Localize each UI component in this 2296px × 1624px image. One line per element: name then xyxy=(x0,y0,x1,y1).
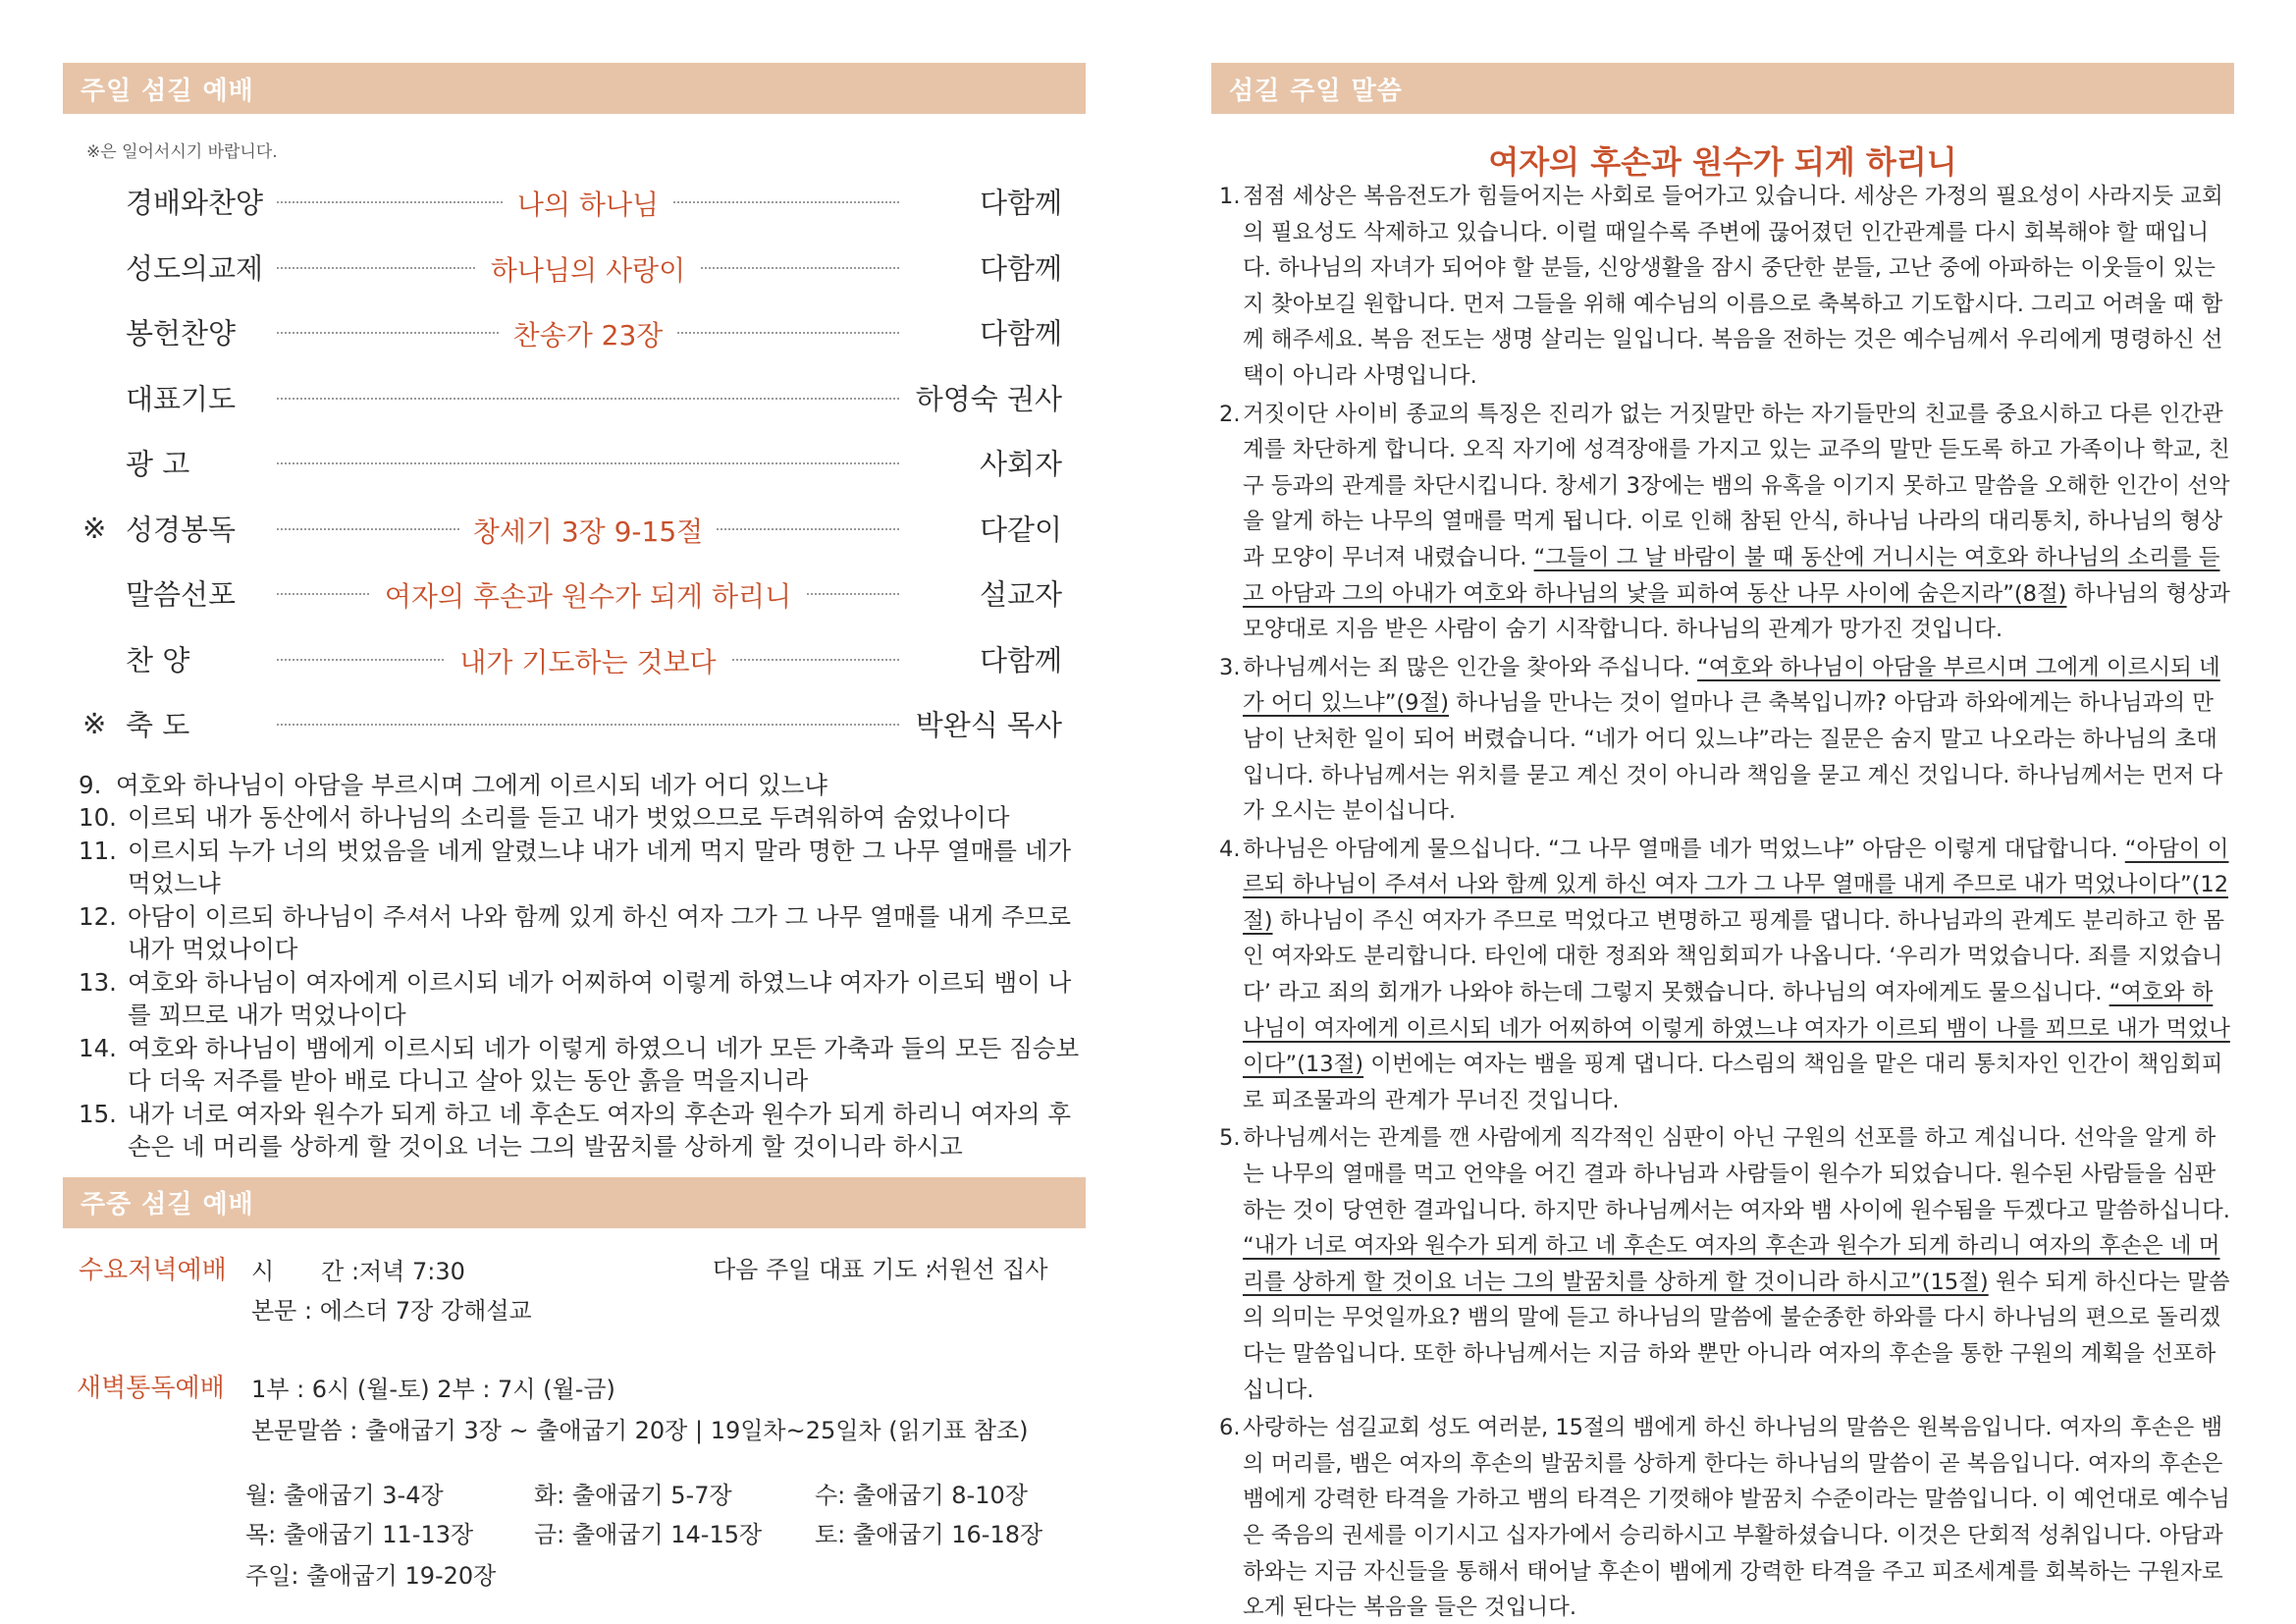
reading-schedule-item: 금: 출애굽기 14-15장 xyxy=(534,1520,763,1548)
order-item-name: 광 고 xyxy=(126,447,190,481)
order-item-credit: 사회자 xyxy=(979,447,1062,481)
verse-number: 11. xyxy=(79,836,117,865)
order-item-credit: 설교자 xyxy=(979,577,1062,612)
wednesday-text: 본문 : 에스더 7장 강해설교 xyxy=(251,1296,532,1325)
reading-schedule-item: 목: 출애굽기 11-13장 xyxy=(245,1520,474,1548)
order-item-name: 말씀선포 xyxy=(126,577,237,612)
stand-mark: ※ xyxy=(82,707,107,741)
reading-schedule-item: 화: 출애굽기 5-7장 xyxy=(534,1481,732,1509)
scripture-quote: “여호와 하나님이 여자에게 이르시되 네가 어찌하여 이렇게 하였느냐 여자가 이르되 뱀이 나를 꾀므로 내가 먹었나이다”(13절) xyxy=(1243,980,2230,1078)
verse xyxy=(79,1032,1086,1098)
sermon-paragraph xyxy=(1211,1410,2234,1624)
verse-text: 여호와 하나님이 아담을 부르시며 그에게 이르시되 네가 어디 있느냐 xyxy=(116,770,828,799)
dotted-leader xyxy=(277,724,899,726)
paragraph-number: 2. xyxy=(1219,401,1241,427)
order-item-credit: 다함께 xyxy=(979,643,1062,677)
order-row xyxy=(63,169,1086,235)
order-item-title: 창세기 3장 9-15절 xyxy=(459,515,717,548)
sunday-service-header: 주일 섬길 예배 xyxy=(63,63,1086,114)
paragraph-text: 하나님이 주신 여자가 주므로 먹었다고 변명하고 핑계를 댑니다. 하나님과의 관계도 분리하고 한 몸인 여자와도 분리합니다. 타인에 대한 정죄와 책임회피가 나옵니다. ‘우리가 먹었습니다. 죄를 지었습니다’ 라고 죄의 회개가 나와야 하는데 그렇지 못했습니다. 하나님의 여자에게도 물으십니다. xyxy=(1243,907,2225,1006)
paragraph-text: 거짓이단 사이비 종교의 특징은 진리가 없는 거짓말만 하는 자기들만의 친교를 중요시하고 다른 인간관계를 차단하게 합니다. 오직 자기에 성격장애를 가지고 있는 교주의 말만 듣도록 하고 가족이나 학교, 친구 등과의 관계를 차단시킵니다. 창세기 3장에는 뱀의 유혹을 이기지 못하고 말씀을 오해한 인간이 선악을 알게 하는 나무의 열매를 먹게 됩니다. 이로 인해 참된 안식, 하나님 나라의 대리통치, 하나님의 형상과 모양이 무너져 내렸습니다. xyxy=(1243,401,2230,570)
verse-text: 이르시되 누가 너의 벗었음을 네게 알렸느냐 내가 네게 먹지 말라 명한 그 나무 열매를 네가 먹었느냐 xyxy=(128,836,1072,897)
order-item-credit: 다함께 xyxy=(979,316,1062,351)
verse-number: 9. xyxy=(79,770,102,799)
order-item-credit: 하영숙 권사 xyxy=(915,382,1062,416)
paragraph-number: 6. xyxy=(1219,1415,1241,1441)
verse-text: 여호와 하나님이 뱀에게 이르시되 네가 이렇게 하였으니 네가 모든 가축과 들의 모든 짐승보다 더욱 저주를 받아 배로 다니고 살아 있는 동안 흙을 먹을지니라 xyxy=(128,1033,1080,1095)
paragraph-text: 점점 세상은 복음전도가 힘들어지는 사회로 들어가고 있습니다. 세상은 가정의 필요성이 사라지듯 교회의 필요성도 삭제하고 있습니다. 이럴 때일수록 주변에 끊어졌던 인간관계를 다시 회복해야 할 때입니다. 하나님의 자녀가 되어야 할 분들, 신앙생활을 잠시 중단한 분들, 고난 중에 아파하는 이웃들이 있는지 찾아보길 원합니다. 먼저 그들을 위해 예수님의 이름으로 축복하고 기도합시다. 그리고 어려울 때 함께 해주세요. 복음 전도는 생명 살리는 일입니다. 복음을 전하는 것은 예수님께서 우리에게 명령하신 선택이 아니라 사명입니다. xyxy=(1243,184,2223,389)
weekday-service-header: 주중 섬길 예배 xyxy=(63,1177,1086,1228)
reading-schedule-item: 주일: 출애굽기 19-20장 xyxy=(245,1561,497,1590)
paragraph-text: 사랑하는 섬길교회 성도 여러분, 15절의 뱀에게 하신 하나님의 말씀은 원복음입니다. 여자의 후손은 뱀의 머리를, 뱀은 여자의 후손의 발꿈치를 상하게 한다는 하나님의 말씀이 곧 복음입니다. 여자의 후손은 뱀에게 강력한 타격을 가하고 뱀의 타격은 기껏해야 발꿈치 수준이라는 말씀입니다. 이 예언대로 예수님은 죽음의 권세를 이기시고 십자가에서 승리하시고 부활하셨습니다. 이것은 단회적 성취입니다. 아담과 하와는 지금 자신들을 통해서 태어날 후손이 뱀에게 강력한 타격을 주고 피조세계를 회복하는 구원자로 오게 된다는 복음을 들은 것입니다. xyxy=(1243,1415,2230,1621)
order-row xyxy=(63,691,1086,757)
dotted-leader xyxy=(277,462,899,464)
next-prayer-label: 다음 주일 대표 기도 : xyxy=(713,1255,934,1283)
paragraph-text: 하나님의 형상과 모양대로 지음 받은 사람이 숨기 시작합니다. 하나님의 관계가 망가진 것입니다. xyxy=(1243,580,2230,643)
paragraph-number: 5. xyxy=(1219,1125,1241,1152)
paragraph-text: 하나님께서는 관계를 깬 사람에게 직각적인 심판이 아닌 구원의 선포를 하고 계십니다. 선악을 알게 하는 나무의 열매를 먹고 언약을 어긴 결과 하나님과 사람들이 원수가 되었습니다. 원수된 사람들을 심판하는 것이 당연한 결과입니다. 하지만 하나님께서는 여자와 뱀 사이에 원수됨을 두겠다고 말씀하십니다. xyxy=(1243,1125,2230,1223)
scripture-verses xyxy=(63,769,1086,1164)
order-item-name: 성경봉독 xyxy=(126,513,237,547)
scripture-quote: “아담이 이르되 하나님이 주셔서 나와 함께 있게 하신 여자 그가 그 나무 열매를 내게 주므로 내가 먹었나이다”(12절) xyxy=(1243,836,2229,934)
verse-text: 이르되 내가 동산에서 하나님의 소리를 듣고 내가 벗었으므로 두려워하여 숨었나이다 xyxy=(128,803,1010,832)
next-prayer-name: 서원선 집사 xyxy=(927,1255,1048,1283)
sermon-paragraph xyxy=(1211,179,2234,395)
verse xyxy=(79,1098,1086,1164)
sermon-paragraph xyxy=(1211,1120,2234,1408)
verse xyxy=(79,966,1086,1032)
verse xyxy=(79,835,1086,900)
order-item-title: 나의 하나님 xyxy=(504,189,672,221)
stand-mark: ※ xyxy=(82,511,107,545)
dawn-text: 본문말씀 : 출애굽기 3장 ~ 출애굽기 20장 | 19일차~25일차 (읽기표 참조) xyxy=(251,1416,1029,1444)
paragraph-number: 3. xyxy=(1219,654,1241,680)
paragraph-text: 하나님을 만나는 것이 얼마나 큰 축복입니까? 아담과 하와에게는 하나님과의 만남이 난처한 일이 되어 버렸습니다. “네가 어디 있느냐”라는 질문은 숨지 말고 나오라는 하나님의 초대입니다. 하나님께서는 위치를 묻고 계신 것이 아니라 책임을 묻고 계신 것입니다. 하나님께서는 먼저 다가 오시는 분이십니다. xyxy=(1243,690,2223,825)
order-row xyxy=(63,626,1086,692)
order-item-credit: 다함께 xyxy=(979,186,1062,220)
sermon-paragraph xyxy=(1211,832,2234,1119)
wednesday-service-label: 수요저녁예배 xyxy=(79,1255,227,1285)
verse-number: 12. xyxy=(79,901,117,931)
reading-schedule-item: 토: 출애굽기 16-18장 xyxy=(815,1520,1043,1548)
paragraph-text: 하나님께서는 죄 많은 인간을 찾아와 주십니다. xyxy=(1243,654,1698,680)
paragraph-text: 하나님은 아담에게 물으십니다. “그 나무 열매를 네가 먹었느냐” 아담은 이렇게 대답합니다. xyxy=(1243,836,2125,862)
wednesday-time: 저녁 7:30 xyxy=(359,1257,465,1285)
left-page xyxy=(63,63,1086,1624)
verse xyxy=(79,900,1086,966)
order-item-credit: 다함께 xyxy=(979,251,1062,286)
wednesday-time-label: 시 간 : xyxy=(251,1257,360,1285)
order-row xyxy=(63,299,1086,365)
verse xyxy=(79,801,1086,835)
dawn-service-label: 새벽통독예배 xyxy=(77,1373,225,1403)
dawn-time: 1부 : 6시 (월-토) 2부 : 7시 (월-금) xyxy=(251,1375,615,1403)
paragraph-text: 원수 되게 하신다는 말씀의 의미는 무엇일까요? 뱀의 말에 듣고 하나님의 말씀에 불순종한 하와를 다시 하나님의 편으로 돌리겠다는 말씀입니다. 또한 하나님께서는 지금 하와 뿐만 아니라 여자의 후손을 통한 구원의 계획을 선포하십니다. xyxy=(1243,1269,2230,1403)
scripture-quote: “그들이 그 날 바람이 불 때 동산에 거니시는 여호와 하나님의 소리를 듣고 아담과 그의 아내가 여호와 하나님의 낯을 피하여 동산 나무 사이에 숨은지라”(8절) xyxy=(1243,544,2220,607)
verse-text: 아담이 이르되 하나님이 주셔서 나와 함께 있게 하신 여자 그가 그 나무 열매를 내게 주므로 내가 먹었나이다 xyxy=(128,901,1072,963)
paragraph-number: 1. xyxy=(1219,184,1241,209)
sermon-paragraph xyxy=(1211,650,2234,830)
verse-text: 내가 너로 여자와 원수가 되게 하고 네 후손도 여자의 후손과 원수가 되게 하리니 여자의 후손은 네 머리를 상하게 할 것이요 너는 그의 발꿈치를 상하게 할 것이니라 하시고 xyxy=(128,1099,1072,1161)
order-item-title: 여자의 후손과 원수가 되게 하리니 xyxy=(371,580,805,613)
right-page xyxy=(1211,63,2234,1624)
order-item-name: 축 도 xyxy=(126,708,190,742)
scripture-quote: “여호와 하나님이 아담을 부르시며 그에게 이르시되 네가 어디 있느냐”(9절) xyxy=(1243,654,2220,717)
reading-schedule-item: 월: 출애굽기 3-4장 xyxy=(245,1481,444,1509)
verse-text: 여호와 하나님이 여자에게 이르시되 네가 어찌하여 이렇게 하였느냐 여자가 이르되 뱀이 나를 꾀므로 내가 먹었나이다 xyxy=(128,967,1072,1029)
standing-note: ※은 일어서시기 바랍니다. xyxy=(86,142,278,162)
verse-number: 13. xyxy=(79,967,117,997)
dotted-leader xyxy=(277,398,899,400)
order-item-title: 하나님의 사랑이 xyxy=(477,254,699,287)
verse-number: 15. xyxy=(79,1099,117,1128)
sermon-paragraph xyxy=(1211,397,2234,648)
paragraph-number: 4. xyxy=(1219,836,1241,862)
order-item-name: 경배와찬양 xyxy=(126,186,264,220)
sermon-title: 여자의 후손과 원수가 되게 하리니 xyxy=(1488,143,1957,181)
order-item-name: 성도의교제 xyxy=(126,251,264,286)
order-item-title: 찬송가 23장 xyxy=(500,319,677,352)
order-row xyxy=(63,496,1086,562)
order-item-title: 내가 기도하는 것보다 xyxy=(446,646,729,678)
order-item-name: 봉헌찬양 xyxy=(126,316,237,351)
order-row xyxy=(63,430,1086,496)
verse xyxy=(79,769,1086,802)
verse-number: 14. xyxy=(79,1033,117,1062)
order-item-name: 대표기도 xyxy=(126,382,237,416)
order-row xyxy=(63,235,1086,300)
scripture-quote: “내가 너로 여자와 원수가 되게 하고 네 후손도 여자의 후손과 원수가 되게 하리니 여자의 후손은 네 머리를 상하게 할 것이요 너는 그의 발꿈치를 상하게 할 것이니라 하시고”(15절) xyxy=(1243,1233,2220,1295)
order-row xyxy=(63,365,1086,431)
weekday-services xyxy=(63,1228,1086,1624)
sermon-header: 섬길 주일 말씀 xyxy=(1211,63,2234,114)
order-item-credit: 다같이 xyxy=(979,513,1062,547)
order-row xyxy=(63,561,1086,626)
order-item-name: 찬 양 xyxy=(126,643,190,677)
order-item-credit: 박완식 목사 xyxy=(915,708,1062,742)
reading-schedule-item: 수: 출애굽기 8-10장 xyxy=(815,1481,1028,1509)
order-of-service xyxy=(63,169,1086,757)
verse-number: 10. xyxy=(79,803,117,832)
paragraph-text: 이번에는 여자는 뱀을 핑계 댑니다. 다스림의 책임을 맡은 대리 통치자인 인간이 책임회피로 피조물과의 관계가 무너진 것입니다. xyxy=(1243,1052,2223,1113)
